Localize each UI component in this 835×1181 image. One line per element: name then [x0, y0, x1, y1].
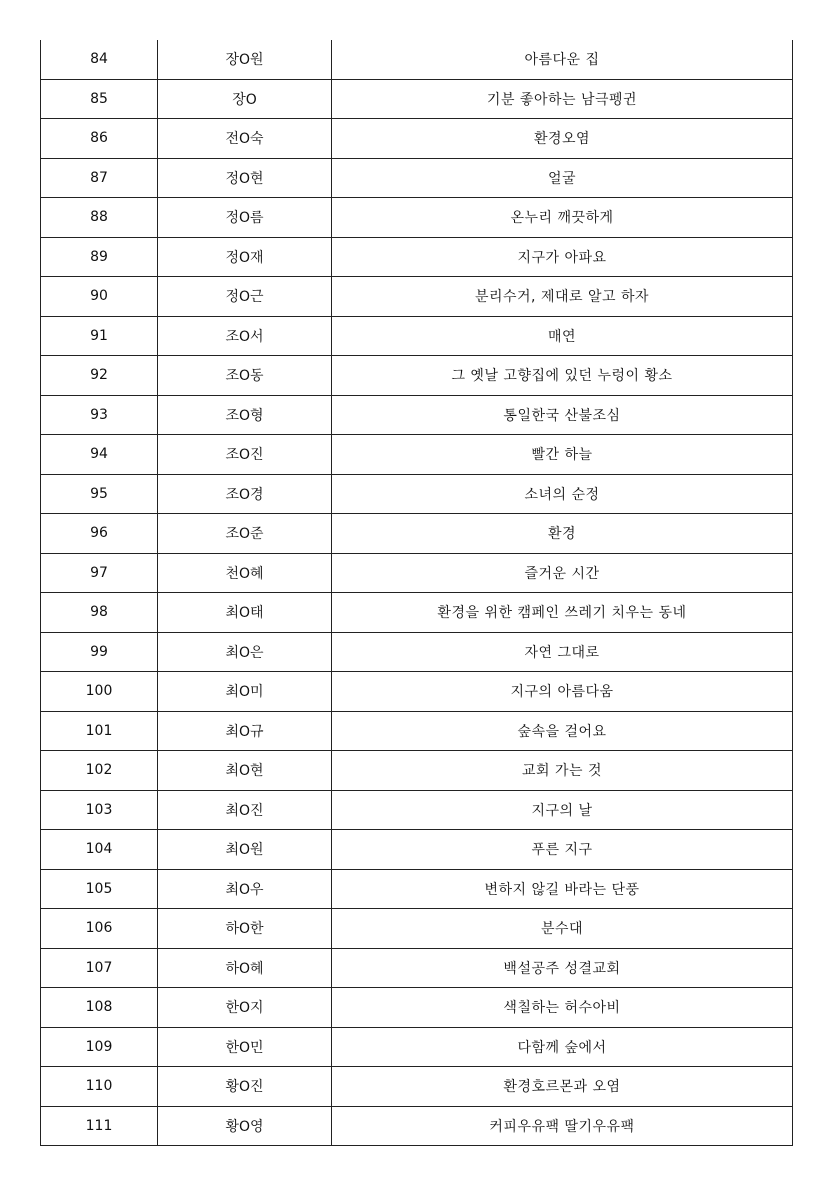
entry-name: 정O름: [158, 198, 332, 238]
entry-number: 104: [41, 830, 158, 870]
table-row: [41, 316, 793, 356]
entry-title: 변하지 않길 바라는 단풍: [332, 869, 793, 909]
table-row: [41, 1067, 793, 1107]
entry-name: 하O한: [158, 909, 332, 949]
entry-number: 105: [41, 869, 158, 909]
entry-name: 정O재: [158, 237, 332, 277]
entry-number: 101: [41, 711, 158, 751]
entry-title: 그 옛날 고향집에 있던 누렁이 황소: [332, 356, 793, 396]
entry-number: 109: [41, 1027, 158, 1067]
entry-name: 장O원: [158, 40, 332, 79]
entry-number: 100: [41, 672, 158, 712]
table-row: [41, 40, 793, 79]
entry-title: 지구가 아파요: [332, 237, 793, 277]
entry-number: 92: [41, 356, 158, 396]
entry-name: 최O현: [158, 751, 332, 791]
table-row: [41, 119, 793, 159]
entry-table-body: [41, 40, 793, 1146]
entry-number: 99: [41, 632, 158, 672]
entry-number: 103: [41, 790, 158, 830]
entry-name: 장O: [158, 79, 332, 119]
entry-name: 최O태: [158, 593, 332, 633]
entry-name: 최O미: [158, 672, 332, 712]
entry-title: 얼굴: [332, 158, 793, 198]
entry-title: 분수대: [332, 909, 793, 949]
table-row: [41, 672, 793, 712]
entry-name: 조O경: [158, 474, 332, 514]
entry-name: 조O진: [158, 435, 332, 475]
entry-name: 최O진: [158, 790, 332, 830]
entry-title: 즐거운 시간: [332, 553, 793, 593]
entry-number: 111: [41, 1106, 158, 1146]
table-row: [41, 751, 793, 791]
table-row: [41, 869, 793, 909]
entry-title: 빨간 하늘: [332, 435, 793, 475]
table-row: [41, 790, 793, 830]
entry-number: 88: [41, 198, 158, 238]
entry-number: 96: [41, 514, 158, 554]
entry-name: 하O혜: [158, 948, 332, 988]
entry-title: 환경호르몬과 오염: [332, 1067, 793, 1107]
entry-title: 기분 좋아하는 남극펭귄: [332, 79, 793, 119]
table-row: [41, 474, 793, 514]
table-row: [41, 711, 793, 751]
table-row: [41, 1106, 793, 1146]
table-row: [41, 395, 793, 435]
entry-number: 87: [41, 158, 158, 198]
entry-name: 조O형: [158, 395, 332, 435]
entry-title: 푸른 지구: [332, 830, 793, 870]
entry-number: 95: [41, 474, 158, 514]
entry-title: 커피우유팩 딸기우유팩: [332, 1106, 793, 1146]
entry-title: 백설공주 성결교회: [332, 948, 793, 988]
entry-title: 지구의 날: [332, 790, 793, 830]
entry-name: 최O은: [158, 632, 332, 672]
entry-title: 다함께 숲에서: [332, 1027, 793, 1067]
entry-number: 90: [41, 277, 158, 317]
entry-name: 최O우: [158, 869, 332, 909]
entry-name: 최O원: [158, 830, 332, 870]
entry-title: 숲속을 걸어요: [332, 711, 793, 751]
entry-number: 98: [41, 593, 158, 633]
entry-name: 전O숙: [158, 119, 332, 159]
table-row: [41, 356, 793, 396]
entry-number: 84: [41, 40, 158, 79]
entry-title: 환경오염: [332, 119, 793, 159]
table-row: [41, 948, 793, 988]
table-row: [41, 632, 793, 672]
entry-number: 93: [41, 395, 158, 435]
table-row: [41, 593, 793, 633]
entry-title: 자연 그대로: [332, 632, 793, 672]
table-row: [41, 1027, 793, 1067]
entry-name: 최O규: [158, 711, 332, 751]
table-row: [41, 277, 793, 317]
entry-number: 97: [41, 553, 158, 593]
entry-title: 지구의 아름다움: [332, 672, 793, 712]
entry-name: 조O동: [158, 356, 332, 396]
entry-number: 85: [41, 79, 158, 119]
entry-table: [40, 40, 793, 1146]
table-row: [41, 988, 793, 1028]
entry-title: 교회 가는 것: [332, 751, 793, 791]
table-row: [41, 909, 793, 949]
entry-number: 107: [41, 948, 158, 988]
table-row: [41, 158, 793, 198]
entry-title: 소녀의 순정: [332, 474, 793, 514]
table-row: [41, 79, 793, 119]
table-row: [41, 435, 793, 475]
table-row: [41, 514, 793, 554]
entry-name: 천O혜: [158, 553, 332, 593]
entry-name: 황O영: [158, 1106, 332, 1146]
entry-name: 한O민: [158, 1027, 332, 1067]
entry-title: 분리수거, 제대로 알고 하자: [332, 277, 793, 317]
entry-title: 아름다운 집: [332, 40, 793, 79]
table-row: [41, 237, 793, 277]
entry-title: 매연: [332, 316, 793, 356]
entry-title: 환경: [332, 514, 793, 554]
table-row: [41, 830, 793, 870]
entry-number: 108: [41, 988, 158, 1028]
entry-title: 온누리 깨끗하게: [332, 198, 793, 238]
table-row: [41, 198, 793, 238]
entry-name: 조O서: [158, 316, 332, 356]
entry-title: 색칠하는 허수아비: [332, 988, 793, 1028]
entry-name: 정O근: [158, 277, 332, 317]
entry-number: 94: [41, 435, 158, 475]
entry-number: 106: [41, 909, 158, 949]
entry-title: 환경을 위한 캠페인 쓰레기 치우는 동네: [332, 593, 793, 633]
table-row: [41, 553, 793, 593]
entry-number: 102: [41, 751, 158, 791]
entry-number: 86: [41, 119, 158, 159]
entry-number: 89: [41, 237, 158, 277]
entry-name: 황O진: [158, 1067, 332, 1107]
entry-number: 91: [41, 316, 158, 356]
entry-title: 통일한국 산불조심: [332, 395, 793, 435]
entry-name: 조O준: [158, 514, 332, 554]
entry-number: 110: [41, 1067, 158, 1107]
entry-name: 한O지: [158, 988, 332, 1028]
entry-name: 정O현: [158, 158, 332, 198]
document-page: [40, 40, 792, 1146]
